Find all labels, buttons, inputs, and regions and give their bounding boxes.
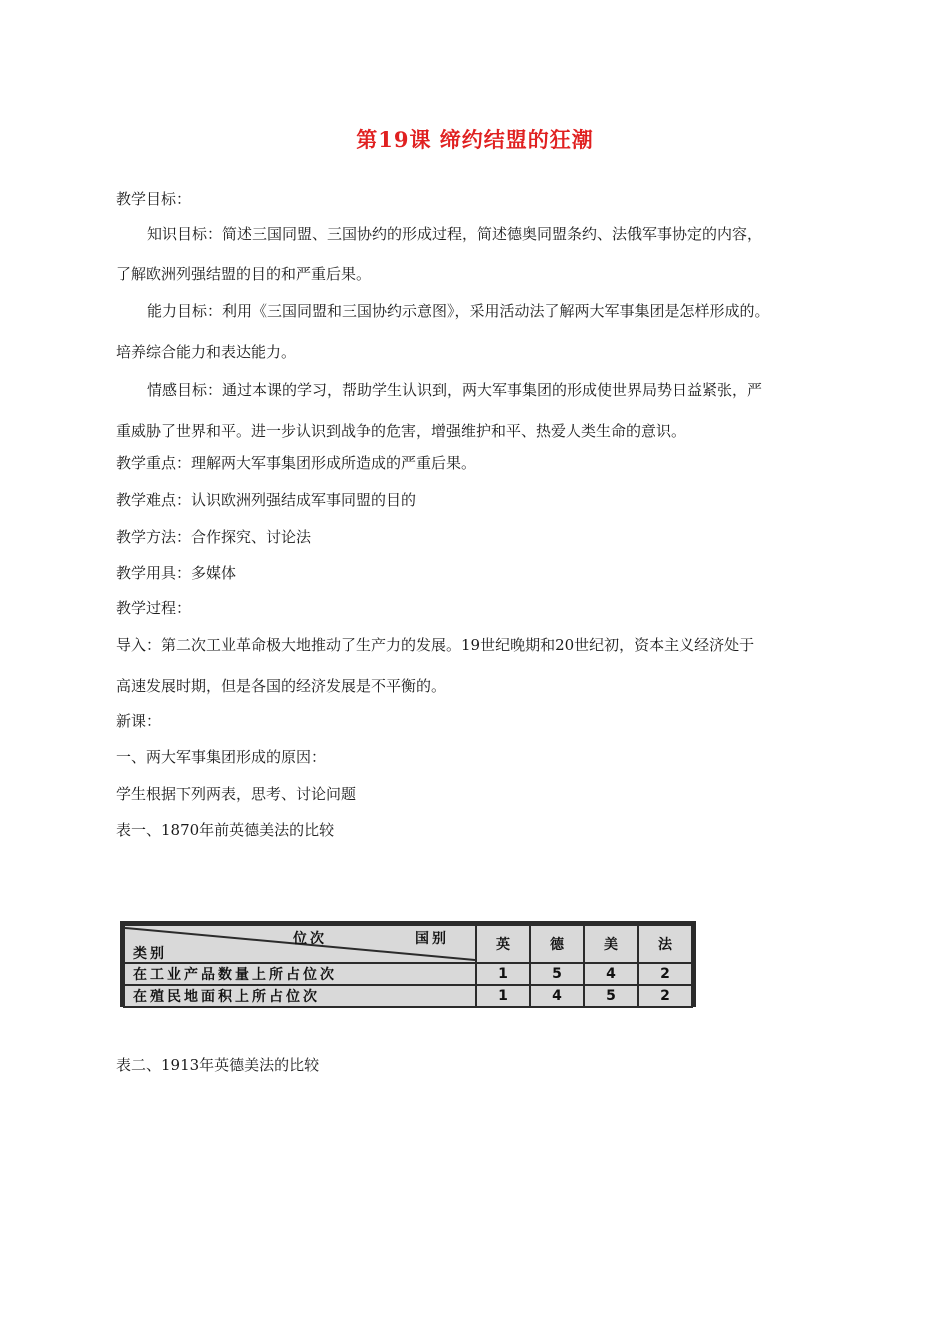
text-line: 教学目标： <box>116 190 192 208</box>
text-line: 教学方法：合作探究、讨论法 <box>116 528 312 546</box>
table-row <box>124 963 692 985</box>
table-cell: 1 <box>476 985 530 1007</box>
table-cell: 4 <box>584 963 638 985</box>
text-line: 知识目标：简述三国同盟、三国协约的形成过程，简述德奥同盟条约、法俄军事协定的内容， <box>147 225 763 243</box>
table-header-row <box>124 925 692 963</box>
header-country-label: 国别 <box>415 931 449 947</box>
text-line: 了解欧洲列强结盟的目的和严重后果。 <box>116 265 372 283</box>
table-cell: 5 <box>584 985 638 1007</box>
header-category-label: 类别 <box>133 946 167 962</box>
table-grid <box>123 924 693 1008</box>
header-country-uk: 英 <box>476 925 530 963</box>
table-cell: 5 <box>530 963 584 985</box>
text-line: 表二、1913年英德美法的比较 <box>116 1056 320 1074</box>
table-cell: 2 <box>638 963 692 985</box>
text-line: 能力目标：利用《三国同盟和三国协约示意图》，采用活动法了解两大军事集团是怎样形成的。 <box>147 302 770 320</box>
text-line: 一、两大军事集团形成的原因： <box>116 748 327 766</box>
text-line: 教学过程： <box>116 599 192 617</box>
table-cell: 4 <box>530 985 584 1007</box>
text-line: 高速发展时期，但是各国的经济发展是不平衡的。 <box>116 677 447 695</box>
text-line: 重威胁了世界和平。进一步认识到战争的危害，增强维护和平、热爱人类生命的意识。 <box>116 422 687 440</box>
text-line: 导入：第二次工业革命极大地推动了生产力的发展。19世纪晚期和20世纪初，资本主义经济处于 <box>116 636 755 654</box>
page-title: 第19课 缔约结盟的狂潮 <box>356 127 594 152</box>
header-rank-label: 位次 <box>293 931 327 947</box>
table-cell: 2 <box>638 985 692 1007</box>
table-row <box>124 985 692 1007</box>
text-line: 学生根据下列两表，思考、讨论问题 <box>116 785 357 803</box>
text-line: 情感目标：通过本课的学习，帮助学生认识到，两大军事集团的形成使世界局势日益紧张，严 <box>147 381 763 399</box>
text-line: 教学用具：多媒体 <box>116 564 237 582</box>
row-label-colonies: 在殖民地面积上所占位次 <box>124 985 476 1007</box>
table-cell: 1 <box>476 963 530 985</box>
text-line: 表一、1870年前英德美法的比较 <box>116 821 335 839</box>
text-line: 新课： <box>116 712 162 730</box>
text-line: 教学难点：认识欧洲列强结成军事同盟的目的 <box>116 491 417 509</box>
row-label-industry: 在工业产品数量上所占位次 <box>124 963 476 985</box>
text-line: 教学重点：理解两大军事集团形成所造成的严重后果。 <box>116 454 477 472</box>
header-country-us: 美 <box>584 925 638 963</box>
header-country-de: 德 <box>530 925 584 963</box>
comparison-table-1870 <box>120 921 696 1007</box>
text-line: 培养综合能力和表达能力。 <box>116 343 297 361</box>
diagonal-header-cell <box>124 925 476 963</box>
header-country-fr: 法 <box>638 925 692 963</box>
